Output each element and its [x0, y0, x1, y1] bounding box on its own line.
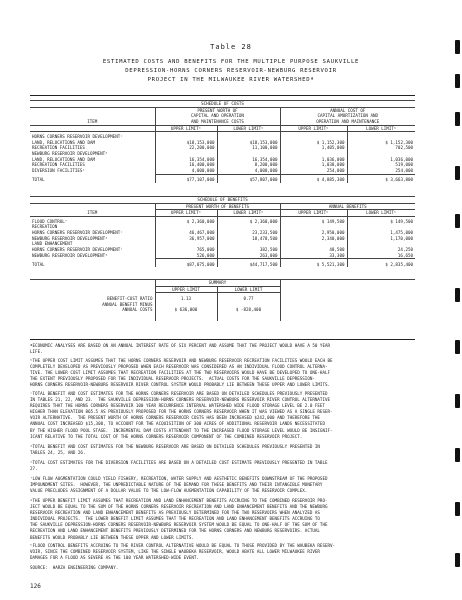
costs-pw-header-2: CAPITAL AND OPERATION: [155, 113, 280, 119]
table-row: ANNUAL BENEFIT MINUS: [30, 302, 415, 308]
table-title-line-1: ESTIMATED COSTS AND BENEFITS FOR THE MULTIPLE PURPOSE SAUKVILLE: [102, 59, 360, 65]
table-row: LAND, RELOCATIONS AND DAM 16,354,000 16,354,000 1,036,000 1,036,000: [32, 156, 414, 162]
table-title-line-3: PROJECT IN THE MILWAUKEE RIVER WATERSHEDª: [147, 77, 315, 83]
footnote-a: ªECONOMIC ANALYSES ARE BASED ON AN ANNUAL INTEREST RATE OF SIX PERCENT AND ASSUME THAT THE PROJECT WOULD HAVE A 50 YEAR LIFE.: [30, 343, 331, 355]
benefits-pw-lower-header: LOWER LIMITᵇ: [217, 210, 280, 217]
costs-pw-header-3: AND MAINTENANCE COSTS: [155, 119, 280, 125]
costs-pw-upper-header: UPPER LIMITᵇ: [155, 125, 217, 132]
costs-item-header: ITEM: [87, 119, 98, 125]
table-row: LAND ENHANCEMENT: [30, 241, 415, 247]
footnote-d: ᵈTOTAL BENEFIT AND COST ESTIMATES FOR THE NEWBURG RESERVOIR ARE BASED ON DETAILED SCHEDULES PREVIOUSLY PRESENTED IN TABLES 24, 25, AND 26.: [30, 444, 320, 456]
costs-annual-upper-header: UPPER LIMITᵇ: [280, 125, 347, 132]
schedule-of-costs: [30, 100, 415, 183]
table-row: RECREATION FACILITIES 22,200,000 11,100,000 1,405,000 702,500: [32, 145, 414, 151]
footnote-g: ᵍTHE UPPER BENEFIT LIMIT ASSUMES THAT RECREATION AND LAND ENHANCEMENT BENEFITS ACCRUING TO THE COMBINED RESERVOIR PRO- JECT WOULD BE EQUAL TO THE SUM OF THE HORNS CORNERS RESERVOIR RECREATION AND LAND ENHANCEMENT BENEFITS AND THE NEWBURG RESERVOIR RECREATION AND LAND ENHANCEMENT BENEFITS AS PREVIOUSLY DETERMINED FOR THE TWO RESERVOIRS WHEN ANALYZED AS INDIVIDUAL PROJECTS. THE LOWER BENEFIT LIMIT ASSUMES THAT THE RECREATION AND LAND ENHANCEMENT BENEFITS ACCRUING TO THE SAUKVILLE DEPRESSION-HORNS CORNERS RESERVOIR-NEWBURG RESERVOIR SYSTEM WOULD BE EQUAL TO ONE-HALF OF THE SUM OF THE RECREATION AND LAND ENHANCEMENT BENEFITS PREVIOUSLY DETERMINED FOR THE HORNS CORNERS AND NEWBURG RESERVOIRS. ACTUAL BENEFITS WOULD PROBABLY LIE BETWEEN THESE UPPER AND LOWER LIMITS.: [30, 498, 328, 540]
page-number: 126: [30, 583, 41, 590]
costs-annual-header-3: OPERATION AND MAINTENANCE: [280, 119, 415, 125]
benefits-total-row: TOTAL $87,075,000 $44,717,500 $ 5,521,300 $ 2,835,400: [32, 261, 414, 267]
table-row: HORNS CORNERS RESERVOIR DEVELOPMENTᶜ 46,467,000 23,233,500 2,950,000 1,475,000: [32, 229, 414, 235]
costs-total-row: TOTAL $77,107,000 $57,807,000 $ 4,885,300 $ 3,663,800: [32, 177, 414, 183]
costs-pw-header-1: PRESENT WORTH OF: [155, 107, 280, 113]
summary-table: [30, 279, 415, 321]
schedule-of-benefits: [30, 196, 415, 267]
footnote-c: ᶜTOTAL BENEFIT AND COST ESTIMATES FOR THE HORNS CORNERS RESERVOIR ARE BASED ON DETAILED SCHEDULES PREVIOUSLY PRESENTED IN TABLES 21, 22, AND 23. THE SAUKVILLE DEPRESSION-HORNS CORNERS RESERVOIR-NEWBURG RESERVOIR RIVER CONTROL ALTERNATIVE REQUIRES THAT THE HORNS CORNERS RESERVOIR 100 YEAR RECURRENCE INTERVAL WATERSHED WIDE FLOOD STORAGE LEVEL BE 2.0 FEET HIGHER THAN ELEVATION 865.5 AS PREVIOUSLY PROPOSED FOR THE HORNS CORNERS RESERVOIR WHEN IT WAS VIEWED AS A SINGLE RESER- VOIR ALTERNATIVE. THE PRESENT WORTH OF HORNS CORNERS RESERVOIR COSTS HAS BEEN INCREASED $242,000 AND THEREFORE THE ANNUAL COST INCREASED $15,300, TO ACCOUNT FOR THE ACQUISITION OF 300 ACRES OF ADDITIONAL RESERVOIR LANDS NECESSITATED BY THE HIGHER FLOOD POOL STAGE. INCREMENTAL DAM COSTS ATTENDANT TO THE INCREASED FLOOD STORAGE LEVEL WOULD BE INSIGNIF- ICANT RELATIVE TO THE TOTAL COST OF THE HORNS CORNERS RESERVOIR COMPONENT OF THE COMBINED RESERVOIR PROJECT.: [30, 391, 333, 439]
table-row: NEWBURG RESERVOIR DEVELOPMENTᵈ 526,000 263,000 33,300 16,650: [32, 252, 414, 258]
costs-annual-lower-header: LOWER LIMITᵇ: [347, 125, 415, 132]
footnote-b: ᵇTHE UPPER COST LIMIT ASSUMES THAT THE HORNS CORNERS RESERVOIR AND NEWBURG RESERVOIR RECREATION FACILITIES WOULD EACH BE COMPLETELY DEVELOPED AS PREVIOUSLY PROPOSED WHEN EACH RESERVOIR WAS CONSIDERED AS AN INDIVIDUAL FLOOD CONTROL ALTERNA- TIVE. THE LOWER COST LIMIT ASSUMES THAT RECREATION FACILITIES AT THE TWO RESERVOIRS WOULD HAVE BE DEVELOPED TO ONE-HALF THE EXTENT PREVIOUSLY PROPOSED FOR THE INDIVIDUAL RESERVOIR PROJECTS. ACTUAL COSTS FOR THE SAUKVILLE DEPRESSION- HORNS CORNERS RESERVOIR-NEWBURG RESERVOIR RIVER CONTROL SYSTEM WOULD PROBABLY LIE BETWEEN THESE UPPER AND LOWER LIMITS.: [30, 358, 333, 388]
table-title-line-2: DEPRESSION-HORNS CORNERS RESERVOIR-NEWBURG RESERVOIR: [125, 68, 337, 74]
benefits-pw-header: PRESENT WORTH OF BENEFITS: [155, 203, 280, 210]
footnote-f: ᶠLOW FLOW AUGMENTATION COULD YIELD FISHERY, RECREATION, WATER SUPPLY AND AESTHETIC BENEFITS DOWNSTREAM OF THE PROPOSED IMPOUNDMENT SITES. HOWEVER, THE UNPREDICTABLE NATURE OF THE DEMAND FOR THESE BENEFITS AND THEIR INTANGIBLE MONETARY VALUE PRECLUDES ASSIGNMENT OF A DOLLAR VALUE TO THE LOW-FLOW AUGMENTATION CAPABILITY OF THE RESERVOIR COMPLEX.: [30, 476, 328, 494]
costs-annual-header-1: ANNUAL COST OF: [280, 107, 415, 113]
table-row: FLOOD CONTROLᶠ $ 2,360,000 $ 2,360,000 $ 149,500 $ 149,500: [32, 218, 414, 224]
source-note: SOURCE: HARZA ENGINEERING COMPANY.: [30, 565, 119, 570]
binding-marks: [446, 0, 462, 600]
summary-section-title: SUMMARY: [155, 280, 280, 287]
costs-section-title: SCHEDULE OF COSTS: [30, 101, 415, 108]
table-row: RECREATION FACILITIES 16,400,000 8,200,000 1,038,000 519,000: [32, 162, 414, 168]
table-row: DIVERSION FACILITIESᵉ 4,000,000 4,000,000 254,000 254,000: [32, 167, 414, 173]
costs-pw-lower-header: LOWER LIMITᵇ: [217, 125, 280, 132]
benefits-item-header: ITEM: [30, 210, 155, 217]
table-row: BENEFIT-COST RATIO 1.13 0.77: [30, 296, 415, 302]
benefits-annual-lower-header: LOWER LIMITᵇ: [347, 210, 415, 217]
table-row: NEWBURG RESERVOIR DEVELOPMENTᵈ 36,957,000 18,478,500 2,340,000 1,170,000: [32, 235, 414, 241]
benefits-annual-header: ANNUAL BENEFITS: [280, 203, 415, 210]
footnote-h: ʰFLOOD CONTROL BENEFITS ACCRUING TO THE RIVER CONTROL ALTERNATIVE WOULD BE EQUAL TO THOSE PROVIDED BY THE WAUBEKA RESERV- VOIR, SINCE THE COMBINED RESERVOIR SYSTEM, LIKE THE SINGLE WAUBEKA RESERVOIR, WOULD ABATE ALL LOWER MILWAUKEE RIVER DAMAGES FOR A FLOOD AS SEVERE AS THE 100 YEAR WATERSHED-WIDE EVENT.: [30, 543, 336, 561]
benefits-section-title: SCHEDULE OF BENEFITS: [30, 197, 415, 204]
table-row: RECREATION: [30, 224, 415, 230]
cost-benefit-table: [30, 95, 415, 340]
table-number: Table 28: [210, 43, 252, 51]
footnote-e: ᵉTOTAL COST ESTIMATES FOR THE DIVERSION FACILITIES ARE BASED ON A DETAILED COST ESTIMATE PREVIOUSLY PRESENTED IN TABLE 27.: [30, 460, 328, 472]
costs-annual-header-2: CAPITAL AMORTIZATION AND: [280, 113, 415, 119]
summary-lower-header: LOWER LIMIT: [217, 286, 280, 293]
table-row: HORNS CORNERS RESERVOIR DEVELOPMENTᶜ 765,000 382,500 48,500 24,250: [32, 246, 414, 252]
table-row: ANNUAL COSTS $ 636,000 $ -828,400: [30, 307, 415, 313]
table-row: LAND, RELOCATIONS AND DAM $18,153,000 $18,153,000 $ 1,152,300 $ 1,152,300: [32, 139, 414, 145]
table-row: NEWBURG RESERVOIR DEVELOPMENTᵈ: [30, 151, 415, 157]
table-row: HORNS CORNERS RESERVOIR DEVELOPMENTᶜ: [30, 134, 415, 140]
benefits-pw-upper-header: UPPER LIMITᵇ: [155, 210, 217, 217]
benefits-annual-upper-header: UPPER LIMITᵇ: [280, 210, 347, 217]
summary-upper-header: UPPER LIMIT: [155, 286, 217, 293]
